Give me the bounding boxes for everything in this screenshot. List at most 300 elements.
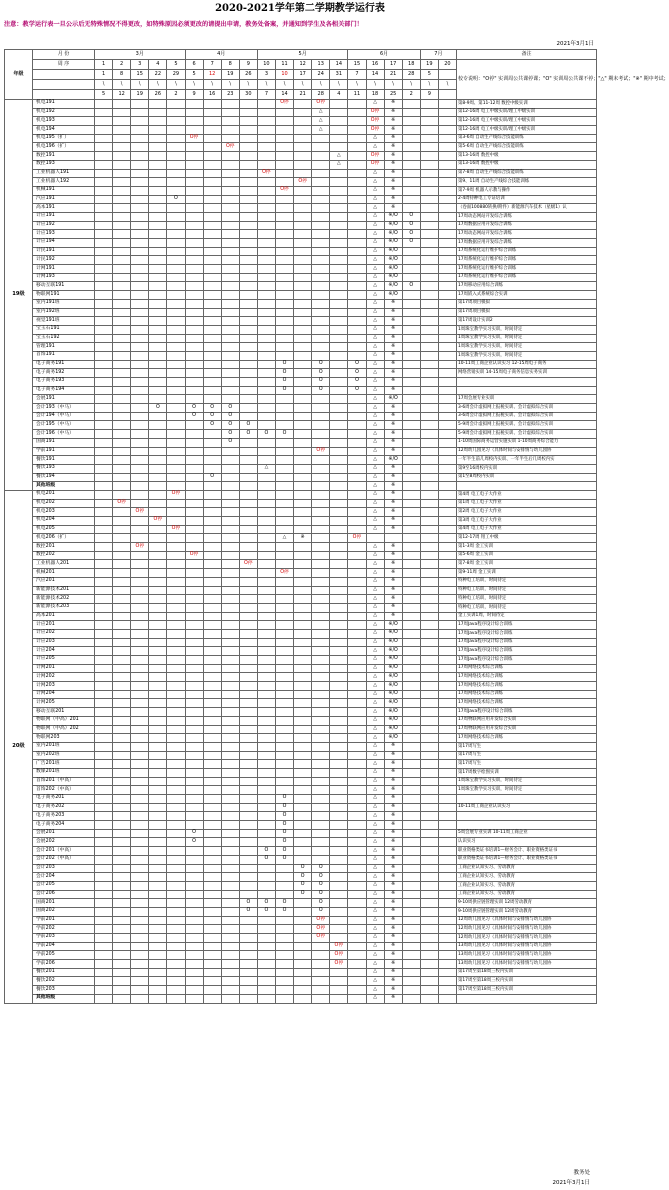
week-cell: △	[366, 473, 384, 482]
week-cell: △	[366, 855, 384, 864]
week-cell	[131, 621, 149, 630]
week-cell	[257, 421, 275, 430]
week-cell	[149, 117, 167, 126]
week-cell	[203, 577, 221, 586]
week-cell	[348, 942, 366, 951]
week-cell: O	[275, 386, 293, 395]
week-cell	[95, 569, 113, 578]
table-row	[5, 986, 597, 995]
table-row	[5, 864, 597, 873]
week-cell	[257, 612, 275, 621]
week-cell	[330, 647, 348, 656]
week-cell	[275, 560, 293, 569]
week-cell: △	[366, 143, 384, 152]
week-cell	[239, 247, 257, 256]
week-cell	[113, 299, 131, 308]
week-cell	[95, 169, 113, 178]
week-cell	[149, 551, 167, 560]
week-cell	[167, 977, 185, 986]
week-cell: ※	[384, 543, 402, 552]
week-cell	[203, 143, 221, 152]
week-cell	[275, 473, 293, 482]
class-name: 计民191	[33, 247, 95, 256]
week-cell	[95, 343, 113, 352]
week-cell: O	[275, 803, 293, 812]
week-cell	[438, 699, 456, 708]
week-cell: O	[312, 369, 330, 378]
week-cell	[95, 890, 113, 899]
week-cell	[185, 934, 203, 943]
week-cell	[131, 629, 149, 638]
week-cell	[113, 899, 131, 908]
week-cell: ※	[384, 942, 402, 951]
week-cell	[185, 178, 203, 187]
week-cell	[312, 395, 330, 404]
week-cell	[95, 751, 113, 760]
week-cell: ※	[384, 560, 402, 569]
week-cell: O	[275, 838, 293, 847]
week-cell: ※	[384, 317, 402, 326]
week-cell	[330, 994, 348, 1003]
week-cell	[113, 490, 131, 499]
week-cell	[221, 152, 239, 161]
week-cell	[221, 708, 239, 717]
week-cell	[420, 239, 438, 248]
week-cell: △	[366, 525, 384, 534]
week-cell: O	[312, 873, 330, 882]
week-cell	[420, 586, 438, 595]
start-date: 7	[348, 70, 366, 80]
remark-cell: 17周动态网站开发综合训练	[456, 212, 596, 221]
class-name: 室内191班	[33, 299, 95, 308]
week-cell	[330, 308, 348, 317]
remark-cell: 第9-11周 金工实训	[456, 569, 596, 578]
date-separator: \	[402, 80, 420, 90]
date-separator: \	[366, 80, 384, 90]
start-date: 10	[275, 70, 293, 80]
week-cell	[149, 351, 167, 360]
week-cell	[239, 473, 257, 482]
week-cell	[167, 291, 185, 300]
week-cell	[149, 864, 167, 873]
week-cell	[203, 186, 221, 195]
week-cell	[149, 725, 167, 734]
week-cell	[95, 951, 113, 960]
week-cell	[402, 386, 420, 395]
week-row	[5, 60, 597, 70]
week-cell	[420, 890, 438, 899]
week-cell: △	[366, 482, 384, 491]
week-cell	[257, 534, 275, 543]
week-cell	[149, 682, 167, 691]
week-cell	[275, 499, 293, 508]
week-cell	[95, 734, 113, 743]
table-row	[5, 100, 597, 109]
class-name: 会计206	[33, 890, 95, 899]
week-cell	[257, 143, 275, 152]
week-cell	[185, 456, 203, 465]
week-cell	[167, 803, 185, 812]
table-row	[5, 881, 597, 890]
week-cell	[330, 934, 348, 943]
week-cell: O停	[294, 178, 312, 187]
week-cell	[95, 447, 113, 456]
week-cell	[113, 464, 131, 473]
week-cell	[95, 577, 113, 586]
week-cell	[438, 186, 456, 195]
table-row	[5, 612, 597, 621]
week-cell	[185, 438, 203, 447]
week-cell	[275, 725, 293, 734]
week-cell	[221, 560, 239, 569]
week-cell	[95, 595, 113, 604]
week-cell	[239, 369, 257, 378]
week-cell	[149, 282, 167, 291]
week-cell	[275, 334, 293, 343]
week-cell	[167, 169, 185, 178]
week-cell	[149, 438, 167, 447]
week-cell	[167, 847, 185, 856]
week-cell	[131, 499, 149, 508]
week-cell	[438, 742, 456, 751]
week-cell	[185, 369, 203, 378]
week-cell	[330, 204, 348, 213]
week-cell	[420, 195, 438, 204]
week-cell	[348, 299, 366, 308]
week-cell	[402, 204, 420, 213]
week-cell	[420, 595, 438, 604]
week-cell	[203, 881, 221, 890]
week-cell: ※/O	[384, 664, 402, 673]
week-cell	[330, 291, 348, 300]
week-cell	[348, 221, 366, 230]
week-cell	[221, 603, 239, 612]
week-cell	[257, 308, 275, 317]
week-cell	[420, 108, 438, 117]
table-row	[5, 221, 597, 230]
week-cell	[167, 186, 185, 195]
week-cell	[275, 325, 293, 334]
table-row	[5, 386, 597, 395]
remark-cell: 第17周至第18周三校内实训	[456, 986, 596, 995]
week-cell	[402, 925, 420, 934]
week-cell	[402, 543, 420, 552]
week-cell	[312, 169, 330, 178]
week-cell	[149, 916, 167, 925]
week-cell	[275, 212, 293, 221]
week-cell	[203, 977, 221, 986]
week-cell	[95, 777, 113, 786]
week-cell	[275, 673, 293, 682]
week-cell	[149, 456, 167, 465]
week-cell	[239, 603, 257, 612]
week-cell	[275, 934, 293, 943]
week-cell	[330, 708, 348, 717]
week-cell	[420, 682, 438, 691]
week-cell	[113, 343, 131, 352]
week-cell	[348, 994, 366, 1003]
start-date: 8	[113, 70, 131, 80]
week-number: 18	[402, 60, 420, 70]
week-cell: ※	[384, 117, 402, 126]
week-cell	[239, 968, 257, 977]
week-cell	[113, 369, 131, 378]
week-cell	[275, 699, 293, 708]
week-cell	[402, 482, 420, 491]
class-name: 电子商务194	[33, 386, 95, 395]
remark-cell: 第17周数字绘图实训	[456, 768, 596, 777]
week-cell	[113, 760, 131, 769]
week-cell	[167, 369, 185, 378]
week-cell	[294, 690, 312, 699]
remark-cell: 金工实训1周，时间待定	[456, 612, 596, 621]
week-cell	[438, 586, 456, 595]
week-cell	[185, 308, 203, 317]
week-cell	[131, 369, 149, 378]
week-cell: O	[348, 378, 366, 387]
week-cell	[420, 421, 438, 430]
week-cell	[167, 629, 185, 638]
table-row	[5, 629, 597, 638]
week-cell	[275, 577, 293, 586]
week-cell	[185, 508, 203, 517]
week-cell	[257, 873, 275, 882]
week-cell	[149, 899, 167, 908]
week-cell	[239, 534, 257, 543]
week-cell	[113, 351, 131, 360]
week-cell	[294, 708, 312, 717]
week-cell	[185, 499, 203, 508]
week-cell	[402, 569, 420, 578]
week-cell	[113, 152, 131, 161]
week-cell: ※	[384, 612, 402, 621]
class-name: 学前191	[33, 447, 95, 456]
week-cell	[312, 838, 330, 847]
week-cell	[348, 951, 366, 960]
week-cell	[167, 647, 185, 656]
class-name: 数控202	[33, 551, 95, 560]
week-cell: ※	[384, 977, 402, 986]
week-cell	[348, 751, 366, 760]
week-cell	[438, 551, 456, 560]
week-cell	[348, 178, 366, 187]
week-cell	[420, 308, 438, 317]
week-cell	[420, 473, 438, 482]
week-cell	[149, 178, 167, 187]
week-cell: O	[275, 907, 293, 916]
remark-cell: 第17周设计实训2	[456, 317, 596, 326]
week-cell	[185, 647, 203, 656]
week-cell	[330, 569, 348, 578]
week-cell	[131, 847, 149, 856]
week-cell	[185, 569, 203, 578]
week-cell	[402, 551, 420, 560]
week-cell: O	[275, 430, 293, 439]
week-cell	[312, 638, 330, 647]
week-cell	[167, 464, 185, 473]
week-cell: ※	[384, 890, 402, 899]
week-cell	[257, 742, 275, 751]
week-cell	[203, 152, 221, 161]
week-cell	[257, 100, 275, 109]
week-cell	[167, 325, 185, 334]
week-cell	[185, 230, 203, 239]
week-cell	[438, 612, 456, 621]
remark-cell: 17周网络技术综合训练	[456, 673, 596, 682]
week-cell: △	[366, 603, 384, 612]
week-cell	[167, 699, 185, 708]
week-cell: △	[366, 178, 384, 187]
week-cell	[275, 108, 293, 117]
week-cell	[330, 126, 348, 135]
week-cell: O	[149, 404, 167, 413]
week-cell	[113, 586, 131, 595]
week-cell	[95, 612, 113, 621]
week-cell	[257, 664, 275, 673]
grade-label: 19级	[5, 100, 33, 491]
week-cell	[312, 699, 330, 708]
table-row	[5, 204, 597, 213]
remark-cell: 特种电工培训，时间待定	[456, 577, 596, 586]
week-cell	[149, 994, 167, 1003]
week-cell	[131, 777, 149, 786]
week-cell	[239, 864, 257, 873]
week-cell	[438, 412, 456, 421]
week-cell	[420, 821, 438, 830]
week-cell	[294, 916, 312, 925]
week-cell	[420, 386, 438, 395]
end-date: 14	[275, 90, 293, 100]
week-cell	[149, 473, 167, 482]
week-cell	[275, 994, 293, 1003]
week-cell	[312, 951, 330, 960]
week-cell	[402, 673, 420, 682]
week-cell: ※/O	[384, 221, 402, 230]
week-cell	[312, 551, 330, 560]
week-cell	[149, 360, 167, 369]
week-cell: △	[366, 447, 384, 456]
week-cell: △	[366, 577, 384, 586]
table-row	[5, 351, 597, 360]
week-cell	[203, 490, 221, 499]
week-cell	[420, 708, 438, 717]
week-cell	[420, 265, 438, 274]
week-cell	[420, 612, 438, 621]
week-cell	[330, 517, 348, 526]
week-cell	[113, 282, 131, 291]
remark-cell	[456, 795, 596, 804]
remark-cell: 9-10周供应链管理实训 12周劳动教育	[456, 899, 596, 908]
end-date: 4	[330, 90, 348, 100]
week-cell	[257, 682, 275, 691]
week-cell: △	[366, 551, 384, 560]
table-row	[5, 273, 597, 282]
week-cell	[113, 386, 131, 395]
week-cell	[131, 551, 149, 560]
week-cell	[420, 404, 438, 413]
week-cell	[275, 942, 293, 951]
week-cell	[149, 395, 167, 404]
week-cell	[221, 569, 239, 578]
week-cell	[167, 351, 185, 360]
week-cell	[203, 751, 221, 760]
week-cell	[113, 647, 131, 656]
week-cell: O	[402, 282, 420, 291]
remark-cell: 10-11周工商企业认识实习	[456, 803, 596, 812]
start-date: 22	[149, 70, 167, 80]
week-cell	[167, 100, 185, 109]
week-cell	[420, 152, 438, 161]
week-cell	[438, 690, 456, 699]
week-cell	[257, 204, 275, 213]
week-cell	[131, 916, 149, 925]
week-cell: △	[366, 221, 384, 230]
week-cell	[438, 899, 456, 908]
week-cell	[239, 100, 257, 109]
week-cell	[113, 603, 131, 612]
week-cell	[95, 256, 113, 265]
week-cell	[257, 603, 275, 612]
week-cell	[402, 751, 420, 760]
week-cell	[239, 994, 257, 1003]
week-cell	[275, 508, 293, 517]
week-cell	[348, 725, 366, 734]
week-cell	[185, 603, 203, 612]
table-row	[5, 560, 597, 569]
week-cell	[131, 247, 149, 256]
week-cell	[221, 499, 239, 508]
week-cell	[167, 482, 185, 491]
week-cell	[348, 343, 366, 352]
remark-cell: 17周Java程序设计综合训练	[456, 621, 596, 630]
week-cell	[221, 777, 239, 786]
week-cell	[330, 586, 348, 595]
week-cell	[167, 256, 185, 265]
week-cell	[257, 960, 275, 969]
week-label: 周 序	[33, 60, 95, 70]
week-cell: O停	[131, 508, 149, 517]
week-cell	[420, 977, 438, 986]
week-cell	[185, 699, 203, 708]
week-cell	[330, 734, 348, 743]
week-cell	[95, 812, 113, 821]
week-cell	[420, 968, 438, 977]
week-cell	[95, 742, 113, 751]
week-cell	[113, 230, 131, 239]
week-cell	[167, 108, 185, 117]
week-cell	[275, 291, 293, 300]
week-number: 3	[131, 60, 149, 70]
week-cell	[221, 612, 239, 621]
week-cell	[275, 412, 293, 421]
remark-cell: 第13-16周 数控中级	[456, 160, 596, 169]
week-cell	[420, 447, 438, 456]
week-cell	[221, 273, 239, 282]
week-cell	[239, 847, 257, 856]
week-cell	[312, 499, 330, 508]
table-row	[5, 299, 597, 308]
week-cell	[185, 986, 203, 995]
date-separator: \	[384, 80, 402, 90]
week-cell	[402, 160, 420, 169]
remark-cell: 3-6周会计虚拟网上报税实训、会计虚拟综合实训	[456, 404, 596, 413]
week-cell	[257, 795, 275, 804]
week-cell	[294, 647, 312, 656]
week-cell	[294, 656, 312, 665]
week-cell	[185, 664, 203, 673]
week-cell	[203, 525, 221, 534]
week-cell	[185, 795, 203, 804]
